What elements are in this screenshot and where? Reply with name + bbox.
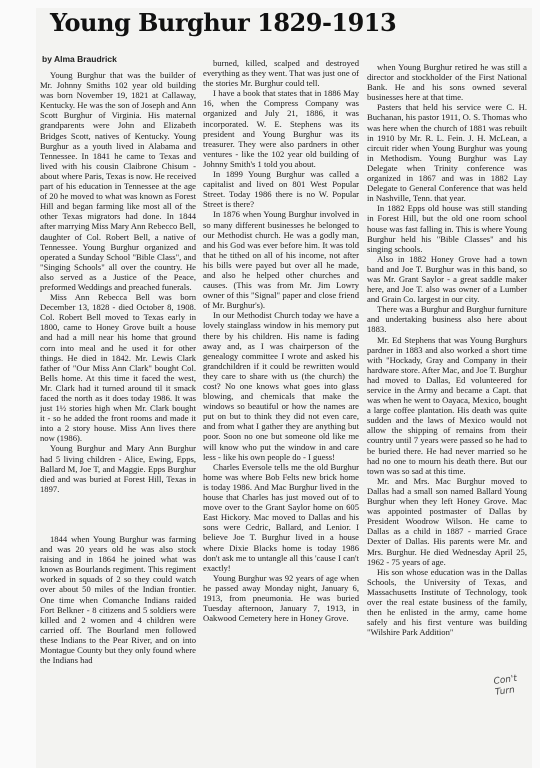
paragraph: In our Methodist Church today we have a lovely stainglass window in his memory put there by his children. His name is fading away and, as I was chairperson of the genealogy committee I wrote and asked his grandchildren if it could be rewritten would they care to share with us (the church) the cost? No one knows what goes into glass blowing, and chemicals that make the windows so beautiful or how the names are put on but to think they did not even care, and from what I gather they are anything but poor. Soon no one but someone old like me will know who put the window in and care less - like his own people do - I guess!: [203, 310, 359, 462]
handwritten-margin-note: Con't Turn: [493, 673, 518, 698]
paragraph: In 1876 when Young Burghur involved in so many different businesses he belonged to our Methodist church. He was a godly man, and his God was ever before him. It was told that he tithed on all of his income, not after his bills were payed but over all he made, and also he helped other churches and causes. (This was from Mr. Jim Lowry owner of this "Signal" paper and close friend of Mr. Burghur's).: [203, 209, 359, 311]
paragraph: His son whose education was in the Dallas Schools, the University of Texas, and Massachusetts Institute of Technology, took over the real estate business of the family, then he enlisted in the army, came home safely and his first venture was building "Wilshire Park Addition": [367, 566, 527, 638]
article-column-2: [203, 58, 359, 758]
newspaper-clipping: [36, 8, 532, 768]
paragraph: Also in 1882 Honey Grove had a town band and Joe T. Burghur was in this band, so was Mr. Grant Saylor - a great saddle maker here, and Joe T. also was owner of a Lumber and Grain Co. largest in our city.: [367, 253, 527, 305]
paragraph: Young Burghur was 92 years of age when he passed away Monday night, January 6, 1913, from pneumonia. He was buried Tuesday afternoon, January 7, 1913, in Oakwood Cemetery here in Honey Grove.: [203, 572, 359, 624]
paragraph: I have a book that states that in 1886 May 16, when the Compress Company was organized and July 21, 1886, it was incorporated. W. E. Stephens was its president and Young Burghur was its treasurer. They were also pardners in other ventures - like the 102 year old building of Johnny Smith's 1 told you about.: [203, 88, 359, 169]
paragraph: 1844 when Young Burghur was farming and was 20 years old he was also stock raising and in 1864 he joined what was known as Bourlands regiment. This regiment worked in squads of 2 so they could watch over about 50 miles of the Indian frontier. One time when Comanche Indians raided Fort Belkner - 8 citizens and 5 soldiers were killed and 2 women and 4 children were carried off. The Bourland men followed these Indians to the Pear River, and on into Montague County but they only found where the Indians had: [40, 533, 196, 666]
paragraph: Young Burghur and Mary Ann Burghur had 5 living children - Alice, Ewing, Epps, Ballard M, Joe T, and Maggie. Epps Burghur died and was buried at Forest Hill, Texas in 1897.: [40, 443, 196, 494]
paragraph: Mr. and Mrs. Mac Burghur moved to Dallas had a small son named Ballard Young Burghur when they left Honey Grove. Mac was appointed postmaster of Dallas by President Woodrow Wilson. He came to Dallas as a child in 1887 - married Grace Dexter of Dallas. His parents were Mr. and Mrs. Burghur. He died Wednesday April 25, 1962 - 75 years of age.: [367, 475, 527, 567]
article-headline: Young Burghur 1829-1913: [50, 8, 397, 37]
article-byline: by Alma Braudrick: [42, 54, 117, 64]
article-column-1: [40, 70, 196, 768]
paragraph: Miss Ann Rebecca Bell was born December 13, 1828 - died October 8, 1908. Col. Robert Bell moved to Texas early in 1800, came to Honey Grove built a house and had a mill near his home that ground corn into meal and he used it for other things. He died in 1842. Mr. Lewis Clark father of "Our Miss Ann Clark" bought Col. Bells home. At this time it faced the west, Mr. Clark had it turned around til it smack faced the north as it does today 1986. It was just 1½ stories high when Mr. Clark bought it - so he added the front rooms and made it into a 2 story house. Miss Ann lives there now (1986).: [40, 292, 196, 444]
paragraph: when Young Burghur retired he was still a director and stockholder of the First National Bank. He and his sons owned several businesses here at that time.: [367, 62, 527, 103]
paragraph: In 1899 Young Burghur was called a capitalist and lived on 801 West Popular Street. Today 1986 there is no W. Popular Street is there?: [203, 169, 359, 210]
paragraph: Young Burghur that was the builder of Mr. Johnny Smiths 102 year old building was born November 19, 1821 at Callaway, Kentucky. He was the son of Joseph and Ann Scott Burghur of Virginia. His maternal grandparents were John and Elizabeth Bridges Scott, natives of Kentucky. Young Burghur as a youth lived in Alabama and Tennessee. In 1841 he came to Texas and lived with his cousin Claibrone Chisum - about where Paris, Texas is now. He received part of his education in Tennessee at the age of 20 he moved to what was known as Forest Hill and began farming like most all of the other Texas migrators had done. In 1844 after marrying Miss Mary Ann Rebecco Bell, daughter of Col. Robert Bell, a native of Tennessee. Young Burghur organized and operated a Sunday School "Bible Class", and "Singing Schools" all over the country. He also served as a Justice of the Peace, preformed Weddings and preached funerals.: [40, 70, 196, 292]
paragraph: burned, killed, scalped and destroyed everything as they went. That was just one of the stories Mr. Burghur could tell.: [203, 58, 359, 89]
article-column-3: [367, 62, 527, 762]
paragraph: Charles Eversole tells me the old Burghur home was where Bob Felts new brick home is today 1986. And Mac Burghur lived in the house that Charles has just moved out of to move over to the Grant Saylor home on 605 East Hickory. Mac moved to Dallas and his sons were Cedric, Ballard, and Lenior. I believe Joe T. Burghur lived in a house where Dixie Blacks home is today 1986 don't ask me to untangle all this 'cause I can't exactly!: [203, 461, 359, 573]
paragraph: Pasters that held his service were C. H. Buchanan, his pastor 1911, O. S. Thomas who was here when the church of 1881 was rebuilt in 1910 by Mr. R. L. Fein. J. H. McLean, a circuit rider when Young Burghur was young in Methodism. Young Burghur was Lay Delegate when Trinity conference was organized in 1867 and was in 1882 Lay Delegate to General Conference that was held in Nashville, Tenn. that year.: [367, 102, 527, 204]
paragraph: Mr. Ed Stephens that was Young Burghurs pardner in 1883 and also worked a short time with "Hockady, Gray and Company in their hardware store. After Mac, and Joe T. Burghur had moved to Dallas, Ed volunteered for service in the Army and became a Capt. that was when he went to Oayaca, Mexico, bought a large coffee plantation. His death was quite sudden and the laws of Mexico would not allow the shipping of remains from their country until 7 years were passed so he had to be buried there. He had never married so he had no one to mourn his death there. But our town was so sad at this time.: [367, 334, 527, 476]
paragraph: In 1882 Epps old house was still standing in Forest Hill, but the old one room school house was fast falling in. This is where Young Burghur held his "Bible Classes" and his singing schools.: [367, 203, 527, 254]
paragraph: There was a Burghur and Burghur furniture and undertaking business also here about 1883.: [367, 304, 527, 335]
